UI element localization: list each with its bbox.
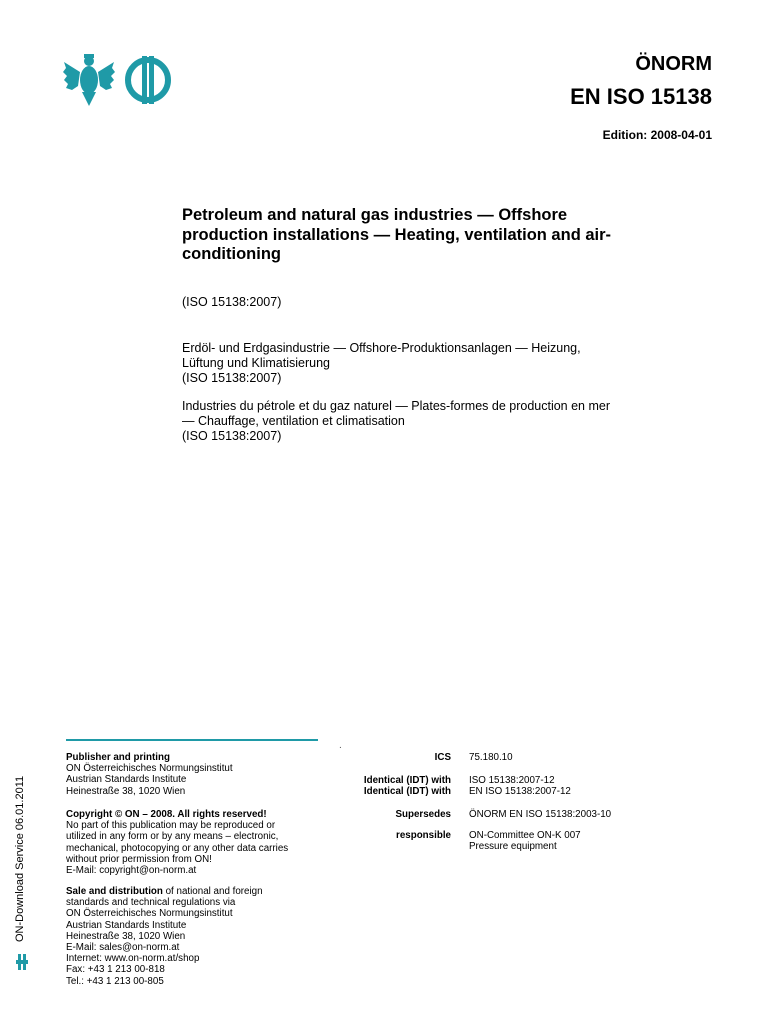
sale-heading: Sale and distribution <box>66 886 163 897</box>
standard-number: EN ISO 15138 <box>570 84 712 109</box>
copyright-line: No part of this publication may be reproduced or <box>66 820 276 832</box>
french-title: Industries du pétrole et du gaz naturel — Plates-formes de production en mer — Chauffage, ventilation et climatisation <box>182 399 611 428</box>
supersedes-value: ÖNORM EN ISO 15138:2003-10 <box>469 809 612 820</box>
austrian-eagle-icon <box>62 52 174 108</box>
sale-block <box>66 886 326 987</box>
ics-value: 75.180.10 <box>469 752 513 763</box>
sale-line: standards and technical regulations via <box>66 897 236 909</box>
responsible-area: Pressure equipment <box>469 841 557 853</box>
divider-rule <box>66 739 318 741</box>
document-title: Petroleum and natural gas industries — Offshore production installations — Heating, ventilation and air-conditioning <box>182 206 612 263</box>
idt1-label: Identical (IDT) with <box>363 775 451 786</box>
sale-line: Heinestraße 38, 1020 Wien <box>66 930 186 942</box>
publisher-heading: Publisher and printing <box>66 752 170 763</box>
publisher-line: ON Österreichisches Normungsinstitut <box>66 763 233 775</box>
sale-line: ON Österreichisches Normungsinstitut <box>66 908 233 920</box>
publisher-line: Austrian Standards Institute <box>66 774 187 786</box>
divider-dot: . <box>339 740 342 751</box>
publisher-line: Heinestraße 38, 1020 Wien <box>66 785 186 797</box>
logos <box>62 52 174 108</box>
side-download-stamp: ON-Download Service 06.01.2011 <box>14 775 26 942</box>
responsible-label: responsible <box>396 830 451 841</box>
on-logo-icon <box>128 56 168 104</box>
supersedes-label: Supersedes <box>395 809 451 820</box>
copyright-line: without prior permission from ON! <box>66 853 212 865</box>
ics-label: ICS <box>434 752 451 763</box>
german-title-block <box>182 341 622 386</box>
sale-line: Austrian Standards Institute <box>66 919 187 931</box>
french-title-block <box>182 399 622 444</box>
standard-name: ÖNORM <box>635 53 712 75</box>
on-small-logo-icon <box>16 954 28 970</box>
german-title: Erdöl- und Erdgasindustrie — Offshore-Produktionsanlagen — Heizung, Lüftung und Klimatisierung <box>182 341 581 370</box>
responsible-value <box>469 830 719 852</box>
sale-fax: Fax: +43 1 213 00-818 <box>66 964 165 976</box>
iso-reference: (ISO 15138:2007) <box>182 295 282 309</box>
sale-internet: Internet: www.on-norm.at/shop <box>66 953 200 965</box>
copyright-line: mechanical, photocopying or any other data carries <box>66 842 289 854</box>
sale-heading-rest: of national and foreign <box>162 886 263 897</box>
idt2-label: Identical (IDT) with <box>363 786 451 797</box>
idt2-value: EN ISO 15138:2007-12 <box>469 786 571 797</box>
edition-date: Edition: 2008-04-01 <box>602 128 712 142</box>
sale-email: E-Mail: sales@on-norm.at <box>66 942 180 954</box>
idt1-value: ISO 15138:2007-12 <box>469 775 555 786</box>
responsible-committee: ON-Committee ON-K 007 <box>469 830 581 841</box>
copyright-email: E-Mail: copyright@on-norm.at <box>66 865 197 877</box>
french-ref: (ISO 15138:2007) <box>182 429 282 443</box>
sale-tel: Tel.: +43 1 213 00-805 <box>66 975 164 987</box>
copyright-line: utilized in any form or by any means – electronic, <box>66 831 279 843</box>
german-ref: (ISO 15138:2007) <box>182 371 282 385</box>
copyright-heading: Copyright © ON – 2008. All rights reserved! <box>66 809 267 820</box>
